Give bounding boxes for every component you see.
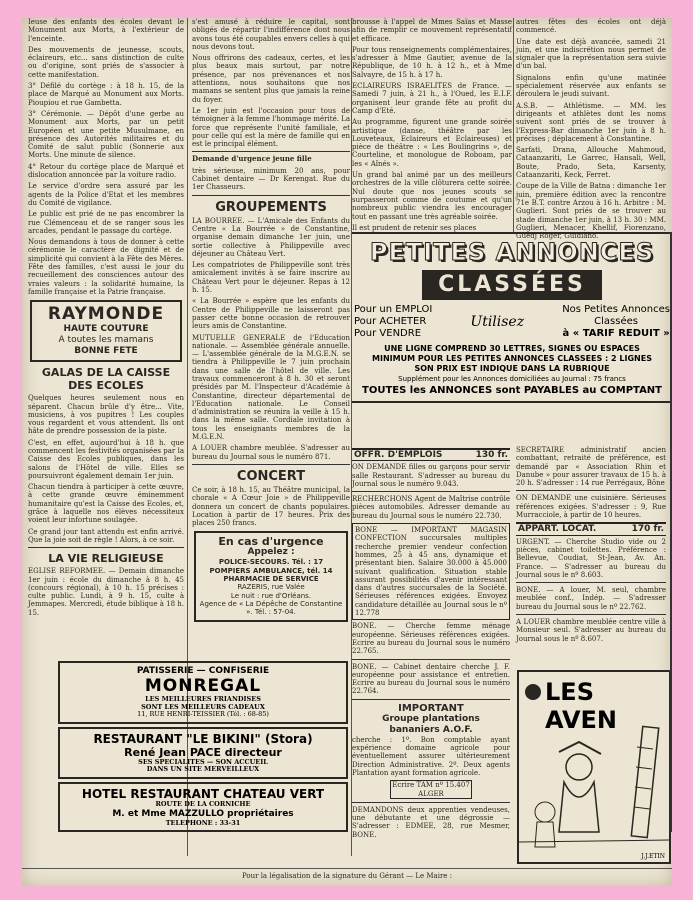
comic-illustration <box>519 672 669 862</box>
banner-rule: Supplément pour les Annonces domiciliées au Journal : 75 francs <box>398 375 626 383</box>
article-paragraph: Le public est prié de ne pas encombrer la rue Clémenceau et de se ranger sous les arcades, pendant le passage du cortège. <box>28 210 184 235</box>
banner-left <box>354 304 432 340</box>
important-sub: Groupe plantations <box>382 713 480 724</box>
classified-ad: SECRETAIRE administratif ancien combattant, retraité de préférence, est demandé par « Association Rhin et Danube » pour assurer travaux de 15 h. à 20 h. S'adresser : 14 rue Perrégaux, Bône <box>516 446 666 488</box>
important-box <box>390 780 472 799</box>
article-paragraph: Pour tous renseignements complémentaires, s'adresser à Mme Gautier, avenue de la République, de 10 h. à 12 h., et à Mme Salvayre, de 15 h. à 17 h. <box>352 45 512 79</box>
important-box-line: Ecrire TAM nº 15.407 <box>392 781 470 790</box>
classified-ad: BONE. — Cherche femme ménage européenne. Sérieuses références exigées. Ecrire au bureau du Journal sous le numéro 22.765. <box>352 622 510 656</box>
article-paragraph: Signalons enfin qu'une matinée spécialement réservée aux enfants se déroulera le jeudi suivant. <box>516 73 666 99</box>
article-paragraph: C'est, en effet, aujourd'hui à 18 h. que commencent les festivités organisées par la Caisse des Ecoles publiques, dans les salons de l'Hôtel de ville. Elles se poursuivront également demain 1er juin. <box>28 438 184 480</box>
ad-monregal-name: MONREGAL <box>144 676 262 696</box>
ground-line <box>519 840 669 842</box>
emergency-title: En cas d'urgence <box>218 535 324 549</box>
classified-ad: URGENT. — Cherche Studio vide ou 2 pièces, cabinet toilettes. Préférence : Bellevue, Coudiat, St-Jean, Av. An. France. — S'adresser au bureau du Journal sous le nº 8.603. <box>516 537 666 579</box>
ad-monregal-head: PATISSERIE — CONFISERIE <box>136 666 270 676</box>
character-hat <box>559 742 601 754</box>
ad-bikini <box>58 727 348 779</box>
tower-line <box>635 787 651 789</box>
ad-raymonde-line: HAUTE COUTURE <box>63 324 149 335</box>
article-paragraph: Au programme, figurent une grande soirée artistique (danse, théâtre par les Louveteaux, Eclaireurs et Eclaireuses) et pièce de théâtre : « Les Boulingrins », de Courteline, et monologue de Roboam, par les « Aînés ». <box>352 118 512 168</box>
article-paragraph: Ieuse des enfants des écoles devant le Monument aux Morts, à l'extérieur de l'enceinte. <box>28 18 184 43</box>
headline-galas: GALAS DE LA CAISSE DES ECOLES <box>41 366 171 393</box>
ad-hotel-line: ROUTE DE LA CORNICHE <box>155 799 251 808</box>
article-paragraph: Nous demandons à tous de donner à cette cérémonie le caractère de dignité et de simplicité qui convient à la Fête des Mères. Fête des familles, c'est aussi le jour du recueillement des consciences autour des vraies valeurs : la solidarité humaine, la famille française et la Patrie française. <box>28 238 184 296</box>
ad-bikini-director: René Jean PACE directeur <box>124 745 282 759</box>
section-title: OFFR. D'EMPLOIS <box>354 450 443 460</box>
section-price: 170 fr. <box>631 524 664 535</box>
article-paragraph: Le service d'ordre sera assuré par les agents de la Police d'Etat et les membres du Comité de vigilance. <box>28 182 184 207</box>
banner-middle: Utilisez <box>470 314 525 330</box>
classified-ad: ON DEMANDE filles ou garçons pour servir salle Restaurant. S'adresser au bureau du Journal sous le numéro 9.043. <box>352 463 510 488</box>
article-paragraph: Un grand bal animé par un des meilleurs orchestres de la ville clôturera cette soirée. Nul doute que nos jeunes scouts se surpasseront comme de coutume et qu'un nombreux public viendra les encourager tout en passant une très agréable soirée. <box>352 171 512 221</box>
article-paragraph: Il est prudent de retenir ses places <box>352 223 477 232</box>
article-paragraph: A LOUER chambre meublée. S'adresser au bureau du Journal sous le numéro 871. <box>192 444 350 461</box>
section-header-offres <box>352 448 510 461</box>
banner-rule: SON PRIX EST INDIQUE DANS LA RUBRIQUE <box>414 364 610 373</box>
ad-bikini-line: SES SPECIALITES — SON ACCUEIL <box>138 757 268 766</box>
emergency-box <box>194 531 348 621</box>
emergency-line: RAZERIS, rue Valée <box>237 583 305 592</box>
notice-title: Demande d'urgence jeune fille <box>192 154 312 164</box>
character-body <box>559 782 599 832</box>
column-4-top <box>516 18 666 241</box>
divider <box>352 659 510 660</box>
ad-raymonde-name: RAYMONDE <box>47 304 165 325</box>
divider <box>352 802 510 803</box>
article-paragraph: brousse à l'appel de Mmes Saïas et Masse afin de remplir ce mouvement représentatif et efficace. <box>352 18 512 43</box>
column-divider <box>513 18 514 232</box>
classified-ad: BONE. — A louer, M. seul, chambre meublée conf., Indép. — S'adresser bureau du Journal sous le nº 22.762. <box>516 586 666 611</box>
important-sub: bananiers A.O.F. <box>389 724 473 735</box>
banner-left-line: Pour un EMPLOI <box>354 304 433 315</box>
section-title: APPART. LOCAT. <box>518 524 597 535</box>
divider <box>192 195 350 196</box>
divider <box>192 464 350 465</box>
banner-rule: TOUTES les ANNONCES sont PAYABLES au COMPTANT <box>362 385 662 396</box>
comic-title: LES AVEN <box>545 678 617 734</box>
article-paragraph: Ce grand jour tant attendu est enfin arrivé. Que la joie soit de règle ! Alors, à ce soir. <box>28 527 184 544</box>
ad-monregal-line: SONT LES MEILLEURS CADEAUX <box>141 702 265 711</box>
banner-rule: MINIMUM POUR LES PETITES ANNONCES CLASSEES : 2 LIGNES <box>372 354 652 363</box>
divider <box>352 491 510 492</box>
article-paragraph: A.S.B. — Athlétisme. — MM. les dirigeants et athlètes dont les noms suivent sont priés de se trouver à l'Express-Bar dimanche 1er juin à 8 h. précises ; déplacement à Constantine. <box>516 101 666 143</box>
banner-left-line: Pour ACHETER <box>354 316 427 327</box>
divider <box>516 490 666 491</box>
article-paragraph: s'est amusé à réduire le capital, sont obligés de répartir l'indifférence dont nous avons tous été coupables envers celles à qui nous devons tout. <box>192 18 350 51</box>
headline-groupements: GROUPEMENTS <box>215 199 327 215</box>
article-paragraph: Les compatriotes de Philippeville sont très amicalement invités à se faire inscrire au Château Vert pour le déjeuner. Repas à 12 h. 15. <box>192 261 350 295</box>
tower-line <box>637 747 653 749</box>
ad-raymonde-line: A toutes les mamans <box>58 335 154 346</box>
article-paragraph: ECLAIREURS ISRAELITES de France. — Samedi 7 juin, à 21 h., à l'Oued, les E.I.F. organisent leur grande fête au profit du Camp d'Eté. <box>352 82 512 115</box>
banner-right-line: Classées <box>594 316 638 327</box>
classifieds-right <box>516 446 666 668</box>
comic-strip-panel <box>517 670 671 864</box>
newspaper-page <box>22 18 672 886</box>
section-price: 130 fr. <box>475 450 508 460</box>
classified-ad: BONE — IMPORTANT MAGASIN CONFECTION succursales multiples recherche premier vendeur confection hommes, 25 à 45 ans, dynamique et présentant bien. Salaire 30.000 à 45.000 suivant qualification. Situation stable assurant possibilités d'avenir intéressant dans d'autres succursales de la Société. Sérieuses références exigées. Envoyez candidature détaillée au Journal sous le nº 12.778 <box>355 526 507 618</box>
ad-raymonde <box>30 300 182 362</box>
article-paragraph: « La Bourrée » espère que les enfants du Centre de Philippeville ne laisseront pas passer cette bonne occasion de retrouver leurs amis de Constantine. <box>192 297 350 331</box>
divider <box>28 547 184 548</box>
classified-ad-box <box>352 523 510 620</box>
classified-ad: BONE. — Cabinet dentaire cherche J. F. européenne pour assistance et entretien. Ecrire au bureau du Journal sous le numéro 22.764. <box>352 662 510 696</box>
banner-title: PETITES ANNONCES <box>369 238 655 266</box>
comic-signature: J.J.ETIN <box>641 853 665 860</box>
page-footer: Pour la légalisation de la signature du Gérant — Le Maire : <box>22 868 672 880</box>
banner-subtitle: CLASSÉES <box>422 270 602 300</box>
article-paragraph: Coupe de la Ville de Batna : dimanche 1er juin, première édition avec la rencontre 71e B.T. contre Arzou à 16 h. Arbitre : M. Guglieri. Sont priés de se trouver au stade dimanche 1er juin, à 13 h. 30 : MM. Guglieri, Menacer, Khellif, Fiorenzano, Guedj Roger, Guidiano. <box>516 182 666 241</box>
classifieds-left <box>352 446 510 856</box>
character-small-head <box>535 802 555 822</box>
article-paragraph: 3° Défilé du cortège : à 18 h. 15, de la place de Marqué au Monument aux Morts. Pioupiou et rue Gambetta. <box>28 82 184 107</box>
section-header-appart <box>516 522 666 535</box>
headline-concert: CONCERT <box>236 468 306 484</box>
banner-right <box>562 304 670 340</box>
ad-bikini-line: DANS UN SITE MERVEILLEUX <box>146 765 260 774</box>
article-paragraph: autres fêtes des écoles ont déjà commencé. <box>516 18 666 35</box>
emergency-line: PHARMACIE DE SERVICE <box>223 575 319 584</box>
character-head <box>566 754 592 780</box>
classified-ad: DEMANDONS deux apprenties vendeuses, une débutante et une dégrossie — S'adresser : EDMEE, 28, rue Mesmer, BONE. <box>352 805 510 839</box>
emergency-line: Le nuit : rue d'Orléans. <box>230 591 312 600</box>
classified-ad: RECHERCHONS Agent de Maîtrise contrôle pièces automobiles. Adresser demande au bureau du Journal sous le numéro 22.730. <box>352 495 510 520</box>
ad-monregal-line: 11, RUE HENRI-TEISSIER (Tél. : 68-85) <box>137 710 269 719</box>
classified-ad: A LOUER chambre meublée centre ville à Monsieur seul. S'adresser au bureau du Journal sous le nº 8.607. <box>516 618 666 643</box>
article-paragraph: Une date est déjà avancée, samedi 21 juin, et une indiscrétion nous permet de signaler que la représentation sera suivie d'un bal. <box>516 37 666 71</box>
article-paragraph: très sérieuse, minimum 20 ans, pour Cabinet dentaire — Dr Kerengat. Rue du 1er Chasseurs. <box>192 166 350 192</box>
banner-rule: UNE LIGNE COMPREND 30 LETTRES, SIGNES OU ESPACES <box>384 344 640 353</box>
ad-hotel-owners: M. et Mme MAZZULLO propriétaires <box>112 808 294 819</box>
emergency-line: POLICE-SECOURS. Tél. : 17 <box>218 558 324 567</box>
article-paragraph: Le 1er juin est l'occasion pour tous de témoigner à la femme l'hommage mérité. La force que représente l'unité familiale, et pour celle qui est la mère de famille qui en est le principal élément. <box>192 106 350 149</box>
divider <box>516 582 666 583</box>
tower-line <box>634 807 650 809</box>
important-box-line: ALGER <box>418 789 444 798</box>
ad-raymonde-line: BONNE FETE <box>74 346 138 357</box>
banner-row <box>354 304 670 340</box>
divider <box>352 699 510 700</box>
article-paragraph: Nous offrirons des cadeaux, certes, et les plus beaux mais surtout, par notre présence, par nos prévenances et nos attentions, nous souhaitons que nos mamans se sentent plus que jamais la reine du foyer. <box>192 54 350 104</box>
article-paragraph: 3° Cérémonie. — Dépôt d'une gerbe au Monument aux Morts, par un petit Européen et une petite Musulmane, en présence des Autorités militaires et du Comité de salut public (Sonnerie aux Morts. Une minute de silence. <box>28 109 184 160</box>
column-2 <box>192 18 350 636</box>
ads-bottom <box>58 658 348 835</box>
divider <box>516 614 666 615</box>
important-title: IMPORTANT <box>398 702 464 714</box>
article-paragraph: LA BOURREE. — L'Amicale des Enfants du Centre « La Bourrée » de Constantine, organise demain dimanche 1er juin, une sortie collective à Philippeville avec déjeuner au Château Vert. <box>192 216 350 258</box>
ad-monregal <box>58 661 348 724</box>
article-paragraph: Ce soir, à 18 h. 15, au Théâtre municipal, la chorale « A Cœur Joie » de Philippeville donnera un concert de chants populaires. Location à partir de 17 heures. Prix des places 250 francs. <box>192 485 350 528</box>
article-paragraph: Chacun tiendra à participer à cette œuvre, à cette grande œuvre éminemment humanitaire qu'est la Caisse des Ecoles, et, grâce à laquelle nos élèves nécessiteux voient leur infortune soulagée. <box>28 483 184 525</box>
column-3-top <box>352 18 512 232</box>
page-edge-rule <box>670 232 672 832</box>
bullet-icon <box>525 684 541 700</box>
classified-ad: ON DEMANDE une cuisinière. Sérieuses références exigées. S'adresser : 9, Rue Murracciole, à partir de 10 heures. <box>516 494 666 520</box>
classified-banner <box>352 232 672 440</box>
article-paragraph: Sarfati, Drana, Allouche Mahmoud, Cataanzariti, Le Garrec, Hansali, Well, Boute, Prado, Seta, Karsenty, Cataanzariti, Keck, Ferret. <box>516 146 666 180</box>
article-paragraph: EGLISE REFORMEE. — Demain dimanche 1er juin : école du dimanche à 8 h. 45 (concours régional), à 10 h. 15 précises : culte public. Lundi, à 9 h. 15, culte à Jemmapes. Mercredi, étude biblique à 18 h. 15. <box>28 567 184 617</box>
leaning-tower-drawing <box>631 726 658 837</box>
emergency-line: Agence de « La Dépêche de Constantine ». Tél. : 57-04. <box>199 599 343 617</box>
character-small-body <box>535 822 555 847</box>
article-paragraph: 4° Retour du cortège place de Marqué et dislocation annoncée par la voiture radio. <box>28 162 184 180</box>
emergency-sub: Appelez : <box>247 547 295 558</box>
ad-bikini-name: RESTAURANT "LE BIKINI" (Stora) <box>93 731 313 746</box>
ad-hotel-name: HOTEL RESTAURANT CHATEAU VERT <box>81 786 325 801</box>
banner-left-line: Pour VENDRE <box>354 328 422 339</box>
classified-ad: cherche : 1º. Bon comptable ayant expérience domaine agricole pour éventuellement assurer ultérieurement Direction Administrative. 2º. Deux agents Plantation ayant formation agricole. <box>352 735 510 777</box>
emergency-line: POMPIERS AMBULANCE, tél. 14 <box>209 566 333 575</box>
ad-hotel-phone: TELEPHONE : 33-31 <box>165 818 241 827</box>
article-paragraph: Quelques heures seulement nous en séparent. Chacun brûle d'y être... Vite, musiciens, à vos pupitres ! Les couples vous regardent et vous attendent. Ils ont hâte de prendre possession de la piste. <box>28 394 184 436</box>
divider <box>192 151 350 152</box>
headline-vie-religieuse: LA VIE RELIGIEUSE <box>48 552 164 566</box>
banner-right-line: Nos Petites Annonces <box>562 304 670 315</box>
article-paragraph: MUTUELLE GENERALE de l'Education nationale. — Assemblée générale annuelle. — L'assemblée générale de la M.G.E.N. se tiendra à Philippeville le 7 juin prochain dans une salle de l'hôtel de ville. Les travaux commenceront à 8 h. 30 et seront présidés par M. l'Inspecteur d'Académie à Constantine, directeur départemental de l'Education nationale. Le Conseil d'administration se réunira la veille à 15 h. dans la même salle. Cordiale invitation à tous les enseignants membres de la M.G.E.N. <box>192 333 350 442</box>
ad-chateau-vert <box>58 782 348 832</box>
article-paragraph: Des mouvements de jeunesse, scouts, éclaireurs, etc... sans distinction de culte ou d'origine, sont priés de s'associer à cette manifestation. <box>28 45 184 79</box>
ad-monregal-line: LES MEILLEURES FRIANDISES <box>145 695 261 703</box>
banner-right-line: à « TARIF REDUIT » <box>562 328 670 339</box>
